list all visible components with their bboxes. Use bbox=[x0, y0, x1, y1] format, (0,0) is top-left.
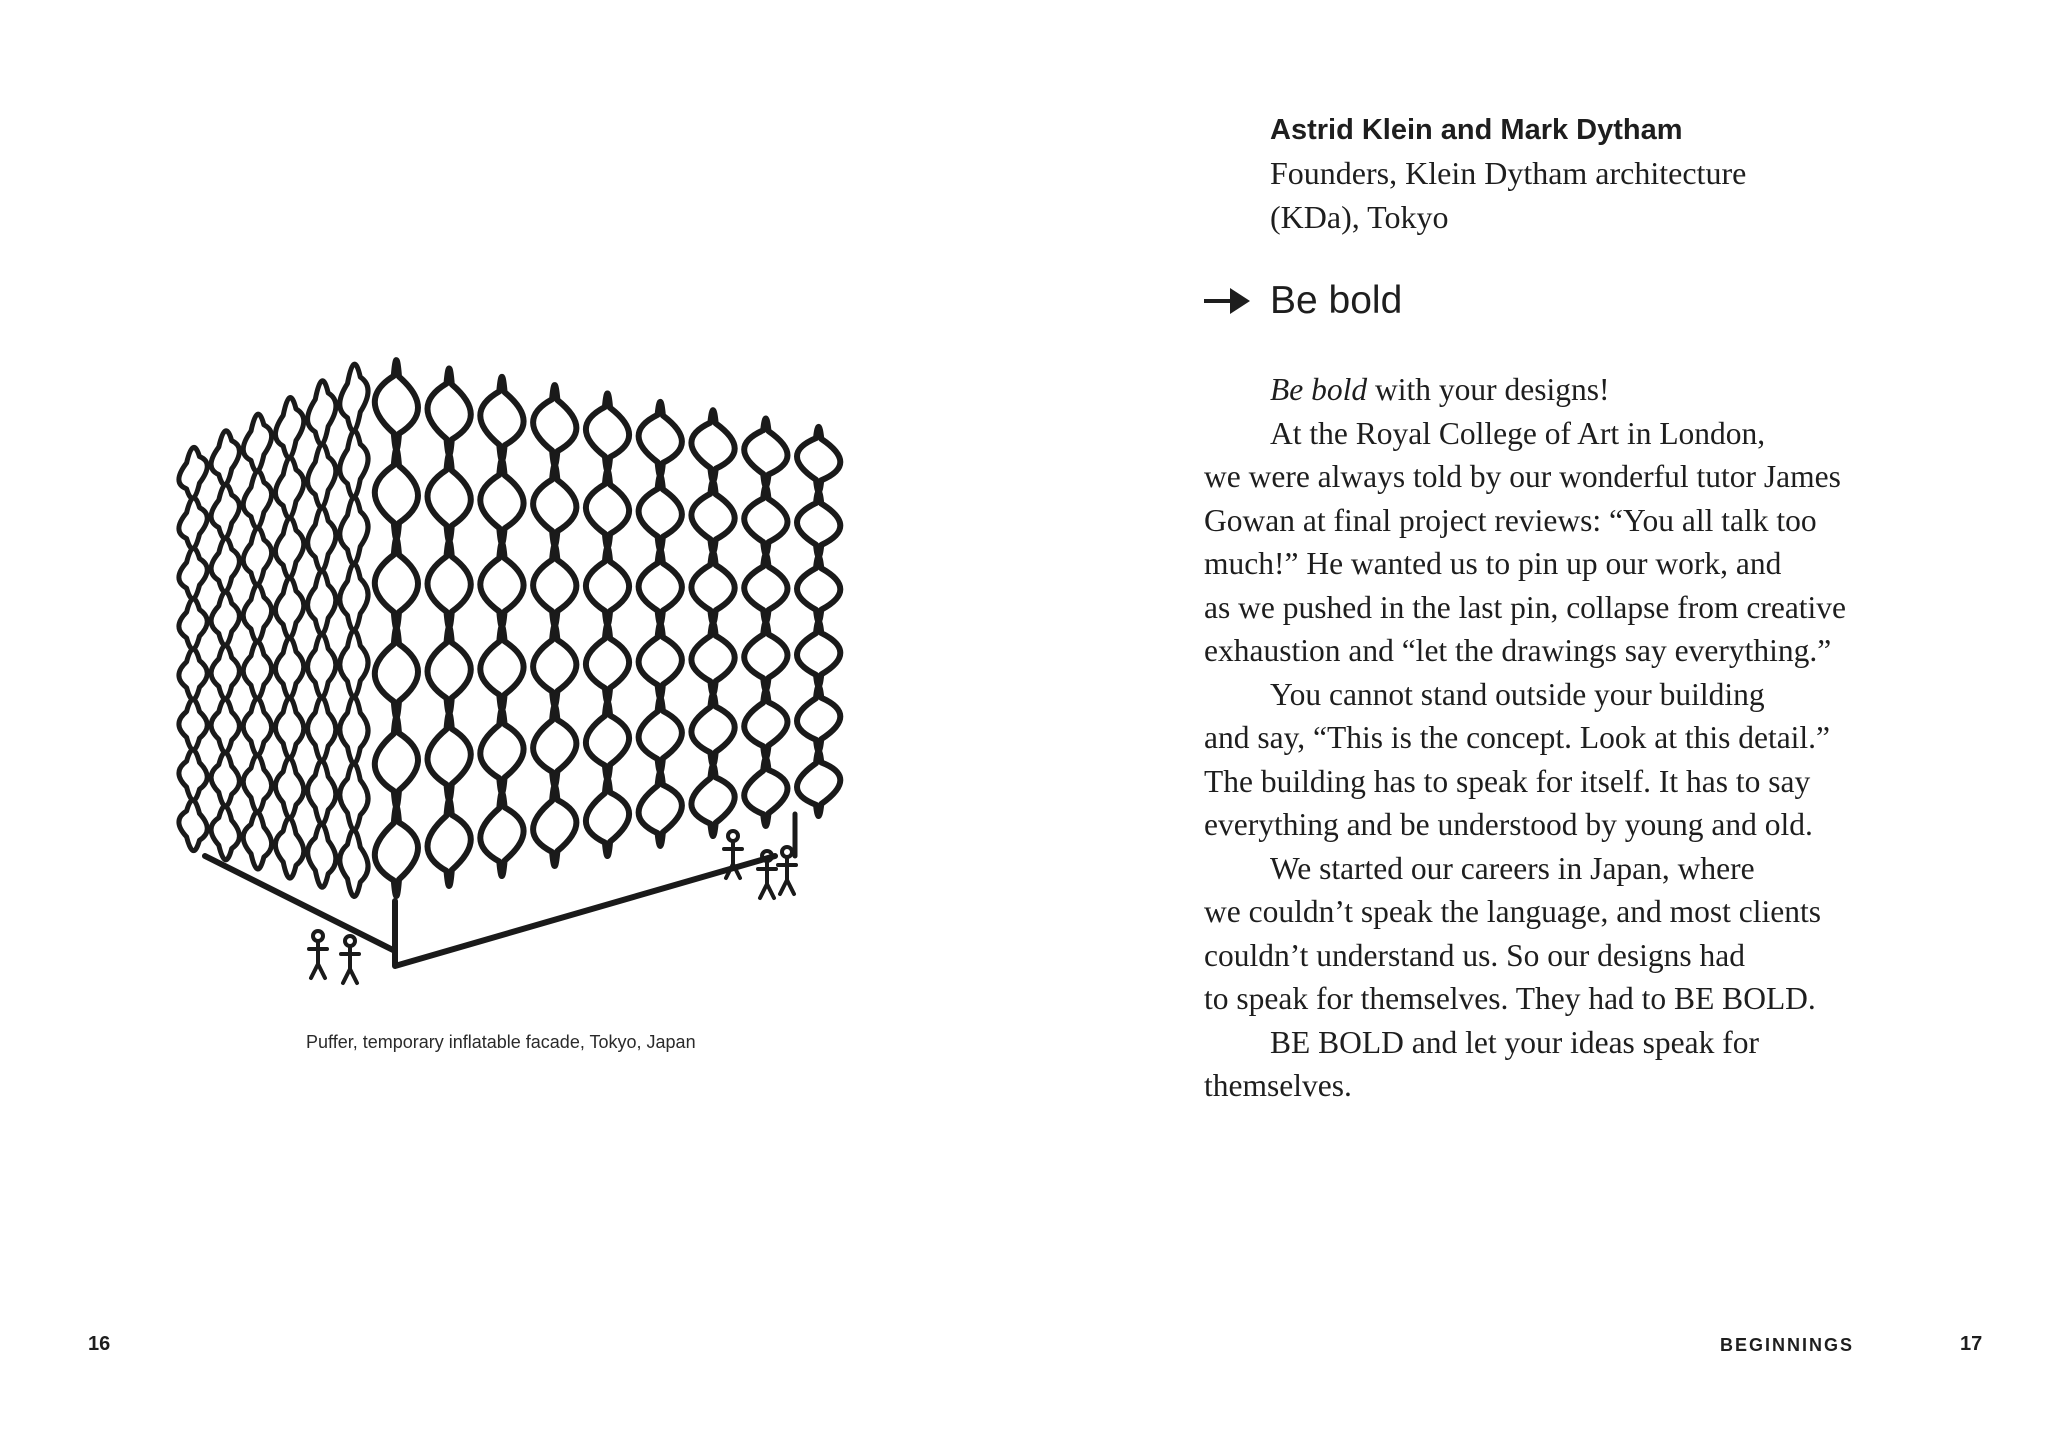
body-line: BE BOLD and let your ideas speak for bbox=[1270, 1024, 1760, 1060]
body-line: and say, “This is the concept. Look at this detail.” bbox=[1204, 720, 1831, 755]
body-line: We started our careers in Japan, where bbox=[1270, 850, 1755, 886]
author-names: Astrid Klein and Mark Dytham bbox=[1270, 114, 1683, 146]
body-line: themselves. bbox=[1204, 1068, 1352, 1103]
page-number-right: 17 bbox=[1960, 1333, 1983, 1355]
author-role-line: Founders, Klein Dytham architecture bbox=[1270, 155, 1747, 191]
author-role-line: (KDa), Tokyo bbox=[1270, 199, 1449, 235]
body-line: At the Royal College of Art in London, bbox=[1270, 415, 1766, 451]
body-line: we couldn’t speak the language, and most clients bbox=[1204, 894, 1822, 929]
body-line-text: with your designs! bbox=[1367, 372, 1610, 407]
right-arrow-icon bbox=[1202, 284, 1252, 318]
body-text bbox=[1204, 368, 1904, 1108]
inflatable-facade-sketch bbox=[155, 336, 880, 1005]
body-line: The building has to speak for itself. It has to say bbox=[1204, 763, 1811, 799]
body-line: everything and be understood by young and old. bbox=[1204, 807, 1813, 842]
body-line: to speak for themselves. They had to BE BOLD. bbox=[1204, 981, 1816, 1016]
running-head: BEGINNINGS bbox=[1720, 1335, 1855, 1355]
section-heading: Be bold bbox=[1270, 279, 1403, 322]
body-line: as we pushed in the last pin, collapse from creative bbox=[1204, 589, 1847, 625]
body-line: couldn’t understand us. So our designs had bbox=[1204, 937, 1745, 973]
body-line: we were always told by our wonderful tutor James bbox=[1204, 459, 1841, 494]
body-line: exhaustion and “let the drawings say everything.” bbox=[1204, 633, 1832, 668]
body-line: Gowan at final project reviews: “You all talk too bbox=[1204, 502, 1817, 538]
emphasis-text: Be bold bbox=[1270, 372, 1368, 407]
body-line bbox=[1204, 368, 1904, 412]
figure-caption: Puffer, temporary inflatable facade, Tokyo, Japan bbox=[306, 1032, 696, 1052]
body-line: You cannot stand outside your building bbox=[1270, 676, 1765, 712]
author-role bbox=[1270, 151, 1830, 239]
body-line: much!” He wanted us to pin up our work, and bbox=[1204, 546, 1782, 581]
page-number-left: 16 bbox=[88, 1333, 111, 1355]
